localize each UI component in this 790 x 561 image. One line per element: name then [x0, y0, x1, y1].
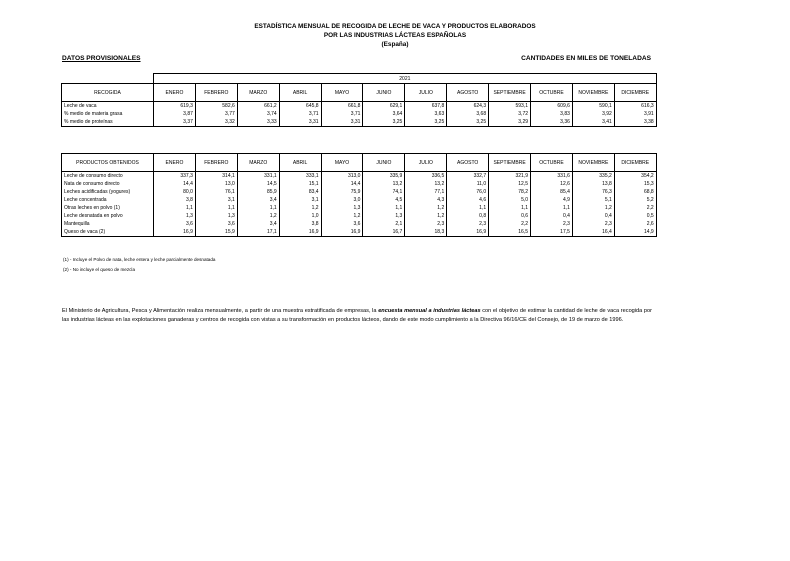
table-cell: 2,6	[614, 220, 656, 228]
table-cell: 3,0	[321, 196, 363, 204]
table-cell: 5,0	[489, 196, 531, 204]
month-header: NOVIEMBRE	[572, 154, 614, 172]
table-cell: 5,1	[572, 196, 614, 204]
table-cell: 3,4	[237, 220, 279, 228]
table-cell: 335,9	[363, 172, 405, 181]
table-cell: 12,5	[489, 180, 531, 188]
table-cell: 1,2	[405, 212, 447, 220]
table-cell: 15,1	[279, 180, 321, 188]
row-label: Leche desnatada en polvo	[62, 212, 154, 220]
table-row	[62, 118, 657, 127]
table-cell: 335,2	[572, 172, 614, 181]
table-cell: 85,4	[531, 188, 573, 196]
table-cell: 624,3	[447, 102, 489, 111]
table-cell: 0,8	[447, 212, 489, 220]
paragraph-text-before: El Ministerio de Agricultura, Pesca y Alimentación realiza mensualmente, a partir de una muestra estratificada de empresas, la	[62, 308, 379, 314]
table-cell: 3,31	[321, 118, 363, 127]
month-header: OCTUBRE	[531, 84, 573, 102]
table-cell: 2,3	[447, 220, 489, 228]
table-cell: 4,9	[531, 196, 573, 204]
month-header: ABRIL	[279, 154, 321, 172]
month-header: MARZO	[237, 154, 279, 172]
table-cell: 354,2	[614, 172, 656, 181]
month-header: MAYO	[321, 154, 363, 172]
table-row	[62, 196, 657, 204]
table-cell: 3,8	[154, 196, 196, 204]
table-cell: 1,3	[154, 212, 196, 220]
table-cell: 331,6	[531, 172, 573, 181]
table-cell: 17,5	[531, 228, 573, 237]
table-cell: 12,6	[531, 180, 573, 188]
row-label: Leche de consumo directo	[62, 172, 154, 181]
table-cell: 2,1	[363, 220, 405, 228]
table-cell: 629,1	[363, 102, 405, 111]
table-cell: 1,3	[195, 212, 237, 220]
table-cell: 18,3	[405, 228, 447, 237]
month-header: SEPTIEMBRE	[489, 84, 531, 102]
row-label: % medio de materia grasa	[62, 110, 154, 118]
table-cell: 77,1	[405, 188, 447, 196]
table-cell: 83,4	[279, 188, 321, 196]
table-row	[62, 188, 657, 196]
table-cell: 3,72	[489, 110, 531, 118]
table-cell: 85,9	[237, 188, 279, 196]
table-cell: 16,9	[447, 228, 489, 237]
table-cell: 16,5	[489, 228, 531, 237]
table-cell: 3,4	[237, 196, 279, 204]
table-cell: 3,6	[321, 220, 363, 228]
row-label: % medio de proteínas	[62, 118, 154, 127]
table-cell: 3,83	[531, 110, 573, 118]
month-header: ABRIL	[279, 84, 321, 102]
table-cell: 2,3	[572, 220, 614, 228]
table-cell: 1,2	[572, 204, 614, 212]
table-cell: 661,8	[321, 102, 363, 111]
table-cell: 4,5	[363, 196, 405, 204]
recogida-table	[61, 73, 657, 127]
table-cell: 3,38	[614, 118, 656, 127]
table-cell: 3,64	[363, 110, 405, 118]
footnote-2: (2) - No incluye el queso de mezcla	[63, 267, 136, 272]
header-row	[62, 84, 657, 102]
table-cell: 2,3	[405, 220, 447, 228]
month-header: FEBRERO	[195, 84, 237, 102]
table-cell: 14,9	[614, 228, 656, 237]
table-cell: 13,8	[572, 180, 614, 188]
table-cell: 590,1	[572, 102, 614, 111]
table-cell: 3,74	[237, 110, 279, 118]
row-label: Leches acidificadas (yogures)	[62, 188, 154, 196]
table-cell: 13,2	[405, 180, 447, 188]
table-cell: 3,29	[489, 118, 531, 127]
table-cell: 337,3	[154, 172, 196, 181]
table-cell: 2,3	[531, 220, 573, 228]
table-cell: 16,9	[321, 228, 363, 237]
footnote-1: (1) - Incluye el Polvo de nata, leche entera y leche parcialmente desnatada	[63, 257, 216, 262]
table-cell: 16,9	[279, 228, 321, 237]
table-cell: 3,87	[154, 110, 196, 118]
table-cell: 313,0	[321, 172, 363, 181]
table-cell: 1,0	[279, 212, 321, 220]
section-header: PRODUCTOS OBTENIDOS	[62, 154, 154, 172]
month-header: AGOSTO	[447, 154, 489, 172]
table-cell: 637,8	[405, 102, 447, 111]
report-title-line2: POR LAS INDUSTRIAS LÁCTEAS ESPAÑOLAS	[323, 32, 467, 39]
table-cell: 1,3	[363, 212, 405, 220]
table-cell: 3,37	[154, 118, 196, 127]
month-header: MARZO	[237, 84, 279, 102]
month-header: ENERO	[154, 84, 196, 102]
month-header: ENERO	[154, 154, 196, 172]
table-cell: 13,2	[363, 180, 405, 188]
table-cell: 0,4	[531, 212, 573, 220]
row-label: Queso de vaca (2)	[62, 228, 154, 237]
table-cell: 3,63	[405, 110, 447, 118]
paragraph-text-after: con el objetivo de estimar la cantidad de leche de vaca recogida por las industrias lácteas en las explotaciones ganaderas y centros de recogida con vistas a su transformación en productos lácteos, dando de este modo cumplimiento a la Directiva 96/16/CE del Consejo, de 19 de marzo de 1996.	[62, 308, 653, 323]
table-cell: 1,1	[447, 204, 489, 212]
table-cell: 593,1	[489, 102, 531, 111]
table-row	[62, 228, 657, 237]
table-cell: 3,41	[572, 118, 614, 127]
table-cell: 332,7	[447, 172, 489, 181]
year-header: 2021	[154, 74, 657, 84]
table-cell: 1,2	[279, 204, 321, 212]
table-cell: 15,9	[195, 228, 237, 237]
table-cell: 1,1	[237, 204, 279, 212]
table-row	[62, 180, 657, 188]
table-cell: 1,2	[237, 212, 279, 220]
table-cell: 1,1	[531, 204, 573, 212]
table-cell: 78,2	[489, 188, 531, 196]
table-cell: 16,7	[363, 228, 405, 237]
units-label: CANTIDADES EN MILES DE TONELADAS	[521, 55, 651, 62]
month-header: MAYO	[321, 84, 363, 102]
month-header: JUNIO	[363, 154, 405, 172]
productos-table	[61, 153, 657, 237]
report-title-line3: (España)	[381, 41, 409, 48]
year-row	[62, 74, 657, 84]
table-cell: 13,0	[195, 180, 237, 188]
table-cell: 5,2	[614, 196, 656, 204]
table-cell: 2,2	[489, 220, 531, 228]
table-cell: 3,77	[195, 110, 237, 118]
table-cell: 3,92	[572, 110, 614, 118]
table-cell: 3,6	[154, 220, 196, 228]
table-cell: 3,71	[279, 110, 321, 118]
table-cell: 1,3	[321, 204, 363, 212]
table-cell: 314,1	[195, 172, 237, 181]
table-cell: 0,4	[572, 212, 614, 220]
table-cell: 616,3	[614, 102, 656, 111]
table-cell: 14,5	[237, 180, 279, 188]
table-cell: 609,6	[531, 102, 573, 111]
row-label: Leche de vaca	[62, 102, 154, 111]
table-cell: 0,5	[614, 212, 656, 220]
table-cell: 0,6	[489, 212, 531, 220]
paragraph-emphasis: encuesta mensual a industrias lácteas	[378, 308, 481, 314]
table-cell: 3,1	[279, 196, 321, 204]
table-row	[62, 220, 657, 228]
table-cell: 76,3	[572, 188, 614, 196]
table-cell: 336,5	[405, 172, 447, 181]
table-cell: 17,1	[237, 228, 279, 237]
table-cell: 3,1	[195, 196, 237, 204]
table-cell: 14,4	[321, 180, 363, 188]
table-cell: 661,2	[237, 102, 279, 111]
table-cell: 3,68	[447, 110, 489, 118]
table-row	[62, 212, 657, 220]
month-header: FEBRERO	[195, 154, 237, 172]
table-cell: 3,91	[614, 110, 656, 118]
month-header: NOVIEMBRE	[572, 84, 614, 102]
table-cell: 3,32	[195, 118, 237, 127]
row-label: Leche concentrada	[62, 196, 154, 204]
table-cell: 16,9	[154, 228, 196, 237]
month-header: AGOSTO	[447, 84, 489, 102]
table-cell: 14,4	[154, 180, 196, 188]
table-cell: 321,9	[489, 172, 531, 181]
table-cell: 4,3	[405, 196, 447, 204]
table-cell: 68,8	[614, 188, 656, 196]
month-header: SEPTIEMBRE	[489, 154, 531, 172]
table-cell: 1,1	[363, 204, 405, 212]
report-title-line1: ESTADÍSTICA MENSUAL DE RECOGIDA DE LECHE DE VACA Y PRODUCTOS ELABORADOS	[254, 23, 536, 30]
table-row	[62, 204, 657, 212]
table-cell: 3,71	[321, 110, 363, 118]
header-row	[62, 154, 657, 172]
table-cell: 80,0	[154, 188, 196, 196]
methodology-paragraph	[62, 307, 652, 325]
year-row-spacer	[62, 74, 154, 84]
table-row	[62, 110, 657, 118]
table-cell: 1,1	[154, 204, 196, 212]
table-cell: 3,8	[279, 220, 321, 228]
table-row	[62, 102, 657, 111]
table-cell: 76,1	[195, 188, 237, 196]
month-header: JUNIO	[363, 84, 405, 102]
table-cell: 15,3	[614, 180, 656, 188]
table-cell: 16,4	[572, 228, 614, 237]
table-cell: 4,6	[447, 196, 489, 204]
table-cell: 3,25	[405, 118, 447, 127]
table-cell: 3,6	[195, 220, 237, 228]
row-label: Mantequilla	[62, 220, 154, 228]
table-cell: 582,6	[195, 102, 237, 111]
table-cell: 3,31	[279, 118, 321, 127]
table-cell: 645,8	[279, 102, 321, 111]
table-cell: 1,1	[489, 204, 531, 212]
table-cell: 1,2	[321, 212, 363, 220]
table-cell: 1,2	[405, 204, 447, 212]
table-row	[62, 172, 657, 181]
month-header: JULIO	[405, 154, 447, 172]
table-cell: 619,3	[154, 102, 196, 111]
table-cell: 11,0	[447, 180, 489, 188]
table-cell: 3,36	[531, 118, 573, 127]
month-header: DICIEMBRE	[614, 84, 656, 102]
table-cell: 74,1	[363, 188, 405, 196]
table-cell: 3,33	[237, 118, 279, 127]
provisional-data-label: DATOS PROVISIONALES	[62, 55, 141, 62]
month-header: JULIO	[405, 84, 447, 102]
table-cell: 75,9	[321, 188, 363, 196]
table-cell: 76,0	[447, 188, 489, 196]
section-header: RECOGIDA	[62, 84, 154, 102]
row-label: Nata de consumo directo	[62, 180, 154, 188]
table-cell: 333,1	[279, 172, 321, 181]
month-header: OCTUBRE	[531, 154, 573, 172]
table-cell: 2,2	[614, 204, 656, 212]
table-cell: 3,25	[363, 118, 405, 127]
row-label: Otras leches en polvo (1)	[62, 204, 154, 212]
table-cell: 331,1	[237, 172, 279, 181]
table-cell: 1,1	[195, 204, 237, 212]
table-cell: 3,25	[447, 118, 489, 127]
month-header: DICIEMBRE	[614, 154, 656, 172]
